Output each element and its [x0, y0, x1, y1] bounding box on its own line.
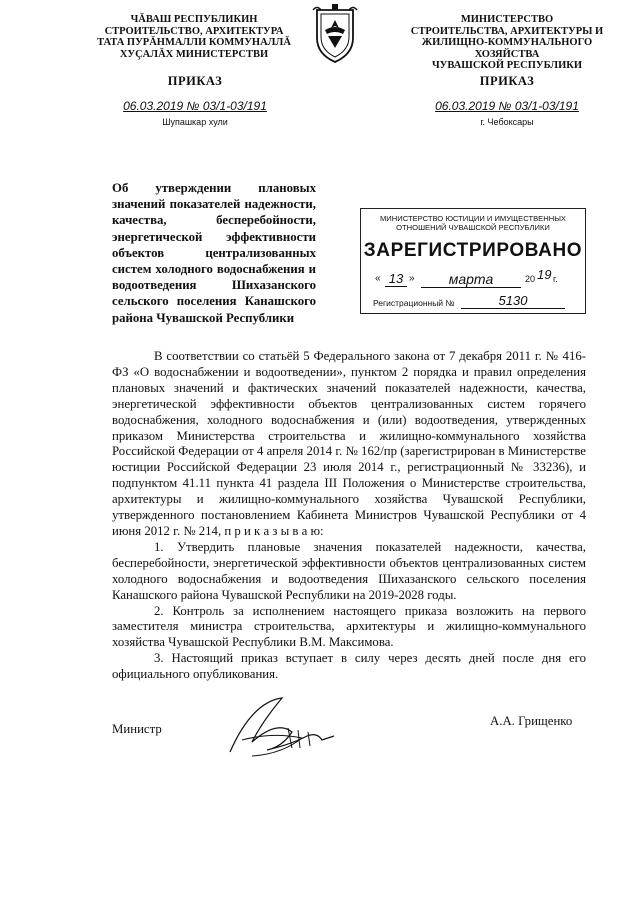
header-right-org	[394, 14, 620, 72]
stamp-org-line: МИНИСТЕРСТВО ЮСТИЦИИ И ИМУЩЕСТВЕННЫХ	[379, 214, 566, 223]
body-paragraph-item-2: 2. Контроль за исполнением настоящего приказа возложить на первого заместителя министра строительства, архитектуры и жилищно-коммунального хозяйства Чувашской Республики В.М. Максимова.	[112, 603, 586, 650]
document-body	[112, 349, 586, 683]
header-left-number: 06.03.2019 № 03/1-03/191	[123, 99, 267, 113]
header-left-org	[88, 14, 300, 60]
registration-stamp	[360, 208, 586, 314]
header-left-prikaz: ПРИКАЗ	[167, 74, 223, 88]
stamp-day: 13	[385, 271, 407, 287]
header-right-line: ЧУВАШСКОЙ РЕСПУБЛИКИ	[431, 60, 583, 71]
handwritten-signature	[222, 692, 342, 762]
signer-position: Министр	[112, 722, 162, 736]
header-left-place: Шупашкар хули	[162, 117, 228, 127]
stamp-org	[361, 214, 585, 232]
header-right-line: МИНИСТЕРСТВО	[460, 14, 554, 25]
header-right-line: ЖИЛИЩНО-КОММУНАЛЬНОГО ХОЗЯЙСТВА	[421, 37, 593, 60]
header-left-line: ТАТА ПУРĂНМАЛЛИ КОММУНАЛЛĂ	[97, 37, 291, 48]
stamp-reg-label: Регистрационный №	[373, 298, 455, 308]
header-right-place: г. Чебоксары	[480, 117, 534, 127]
signer-name: А.А. Грищенко	[490, 714, 573, 728]
body-paragraph-preamble: В соответствии со статьёй 5 Федерального закона от 7 декабря 2011 г. № 416-ФЗ «О водоснабжении и водоотведении», пунктом 2 порядка и правил определения плановых значений и фактических значений показателей надежности, качества, энергетической эффективности объектов централизованных систем горячего водоснабжения, холодного водоснабжения и (или) водоотведения, утвержденных приказом Министерства строительства и жилищно-коммунального хозяйства Российской Федерации от 4 апреля 2014 г. № 162/пр (зарегистрирован в Министерстве юстиции Российской Федерации 23 июля 2014 г., регистрационный № 33236), и подпунктом 41.11 пункта 41 раздела III Положения о Министерстве строительства, архитектуры и жилищно-коммунального хозяйства Чувашской Республики, утвержденного постановлением Кабинета Министров Чувашской Республики от 4 июня 2012 г. № 214, п р и к а з ы в а ю:	[112, 349, 586, 538]
document-subject: Об утверждении плановых значений показателей надежности, качества, бесперебойности, энергетической эффективности объектов централизованных систем холодного водоснабжения и водоотведения Шихазанского сельского поселения Канашского района Чувашской Республики	[112, 181, 316, 325]
stamp-reg-number: 5130	[461, 293, 565, 309]
header-right-prikaz: ПРИКАЗ	[479, 74, 535, 88]
header-left-line: СТРОИТЕЛЬСТВО, АРХИТЕКТУРА	[104, 25, 284, 37]
stamp-org-line: ОТНОШЕНИЙ ЧУВАШСКОЙ РЕСПУБЛИКИ	[396, 223, 550, 232]
stamp-date: « 13 » марта 20 19 г.	[375, 267, 558, 287]
body-paragraph-item-1: 1. Утвердить плановые значения показателей надежности, качества, бесперебойности, энергетической эффективности объектов централизованных систем холодного водоснабжения и водоотведения Шихазанского сельского поселения Канашского района Чувашской Республики на 2019-2028 годы.	[112, 539, 586, 602]
header-left-line: ЧĂВАШ РЕСПУБЛИКИН	[130, 14, 258, 25]
body-paragraph-item-3: 3. Настоящий приказ вступает в силу через десять дней после дня его официального опубликования.	[112, 651, 586, 682]
header-left-line: ХУÇАЛĂХ МИНИСТЕРСТВИ	[119, 48, 269, 60]
stamp-year-suffix: 19	[537, 267, 552, 282]
header-right-line: СТРОИТЕЛЬСТВА, АРХИТЕКТУРЫ И	[410, 25, 604, 37]
coat-of-arms-emblem	[311, 4, 359, 64]
stamp-registration	[373, 295, 579, 311]
stamp-year-prefix: 20	[525, 274, 536, 284]
stamp-year-end: г.	[553, 274, 558, 284]
stamp-title: ЗАРЕГИСТРИРОВАНО	[363, 240, 583, 261]
header-right-number: 06.03.2019 № 03/1-03/191	[435, 99, 579, 113]
stamp-month: марта	[421, 271, 521, 288]
